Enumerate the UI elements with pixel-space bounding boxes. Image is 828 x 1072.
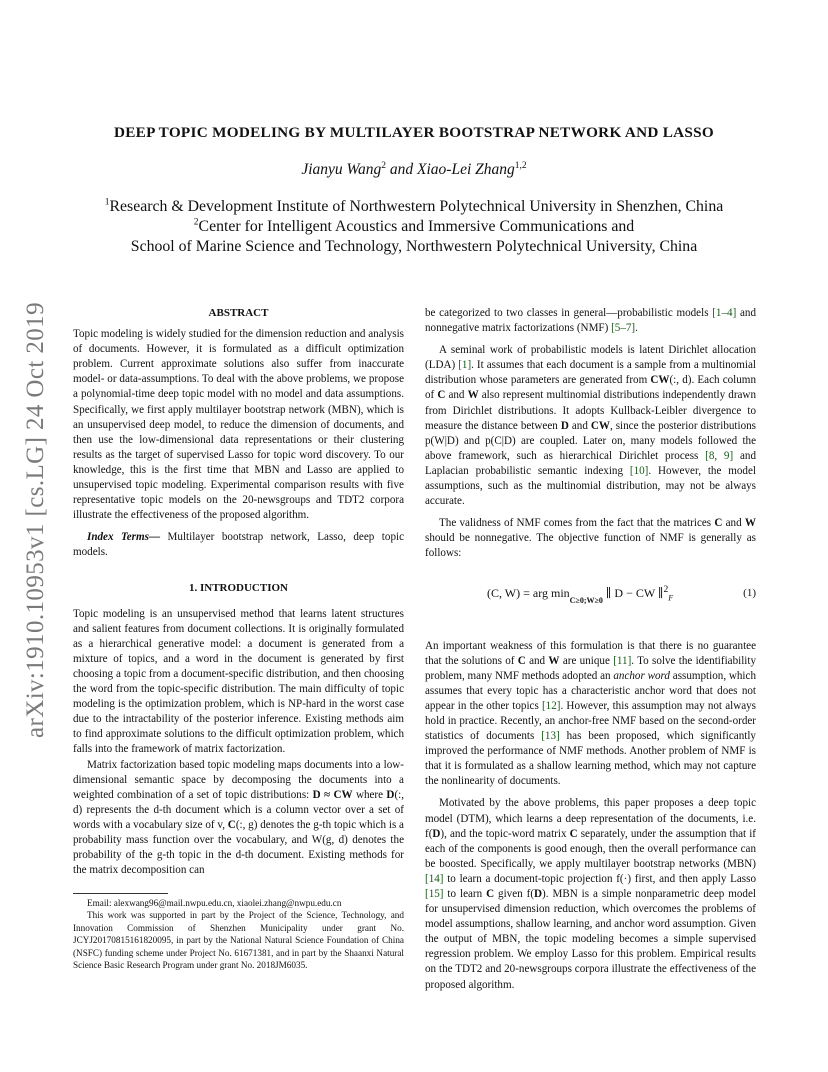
citation-link[interactable]: [15] [425,888,444,900]
equation-body: (C, W) = arg $\min_{C\ge 0;W\ge 0}$ ∥ D − CW ∥$^2_F$ [487,584,674,605]
intro-paragraph-1: Topic modeling is an unsupervised method that learns latent structures and salient features from document collections. It is originally formulated as a hierarchical generative model: a document is generated from a mixture of topics, and a word in the document is generated by first choosing a topic from a document-specific distribution, and then choosing the word from the topic-specific distribution. The main difficulty of topic modeling is the optimization problem, which is NP-hard in the worst case due to the intractability of the posterior inference. Existing methods aim to find approximate solutions to the difficult optimization problem, which falls into the framework of matrix factorization. [73,607,404,756]
affiliation-line [70,197,758,217]
affil-mark: 1 [104,197,110,208]
citation-link[interactable]: [8, 9] [705,449,734,462]
affiliation-text: Research & Development Institute of Northwestern Polytechnical University in Shenzhen, China [109,198,724,215]
index-terms-label: Index Terms— [87,531,161,544]
affil-mark: 2 [193,217,199,228]
right-paragraph-motivation: Motivated by the above problems, this paper proposes a deep topic model (DTM), which learns a deep representation of the documents, i.e. f(D), and the topic-word matrix C separately, under the assumption that if each of the components is good enough, then the overall performance can be boosted. Specifically, we apply multilayer bootstrap networks (MBN) [14] to learn a document-topic projection f(·) first, and then apply Lasso [15] to learn C given f(D). MBN is a simple nonparametric deep model for unsupervised dimension reduction, which overcomes the problems of model assumptions, shallow learning, and anchor word assumption. Given the output of MBN, the topic modeling becomes a simple supervised regression problem. We employ Lasso for this problem. Empirical results on the TDT2 and 20-newsgroups corpora illustrate the effectiveness of the proposed algorithm. [425,797,756,991]
right-paragraph-nmf: The validness of NMF comes from the fact that the matrices C and W should be nonnegative. The objective function of NMF is generally as follows: [425,517,756,560]
citation-link[interactable]: [5–7] [611,322,636,335]
affiliation-line: School of Marine Science and Technology, Northwestern Polytechnical University, China [130,238,698,255]
citation-link[interactable]: [1] [458,359,472,372]
right-paragraph-weakness: An important weakness of this formulation is that there is no guarantee that the solutions of C and W are unique [11]. To solve the identifiability problem, many NMF methods adopted an anchor word assumption, which assumes that every topic has a characteristic anchor word that does not appear in the other topics [12]. However, this assumption may not always hold in practice. Recently, an anchor-free NMF based on the second-order statistics of documents [13] has been proposed, which significantly improved the performance of NMF methods. Another problem of NMF is that it is formulated as a shallow learning method, which may not capture the nonlinearity of documents. [425,639,757,788]
intro-paragraph-2: Matrix factorization based topic modeling maps documents into a low-dimensional semantic space by decomposing the documents into a weighted combination of a set of topic distributions: D ≈ CW where D(:, d) represents the d-th document which is a column vector over a set of words with a vocabulary size of v, C(:, g) denotes the g-th topic which is a probability mass function over the vocabulary, and W(g, d) denotes the probability of the g-th topic in the d-th document. Existing methods for the matrix decomposition can [73,758,404,877]
equation-number: (1) [743,586,756,599]
index-terms [73,530,404,560]
authors-line [70,161,758,179]
right-column [425,306,756,993]
citation-link[interactable]: [14] [425,872,444,885]
affiliation-line [70,217,758,237]
arxiv-stamp [14,300,58,740]
citation-link[interactable]: [1–4] [712,307,737,319]
author-name: Jianyu Wang [301,161,382,178]
author-affil-mark: 2 [381,160,387,171]
author-affil-mark: 1,2 [514,160,527,171]
citation-link[interactable]: [10] [629,464,649,477]
left-column [73,306,404,878]
affiliation-text: Center for Intelligent Acoustics and Immersive Communications and [198,218,635,235]
right-paragraph-0: be categorized to two classes in general—probabilistic models [1–4] and nonnegative matrix factorizations (NMF) [5–7]. [425,307,756,335]
abstract-heading: ABSTRACT [208,307,269,319]
footnote-funding: This work was supported in part by the Project of the Science, Technology, and Innovation Commission of Shenzhen Municipality under grant No. JCYJ20170815161820095, in part by the National Natural Science Foundation of China (NSFC) funding scheme under Project No. 61671381, and in part by the Shaanxi Natural Science Basic Research Program under grant No. 2018JM6035. [73,910,404,971]
authors-conjunction: and [389,161,414,178]
citation-link[interactable]: [12] [541,699,561,712]
citation-link[interactable]: [11] [613,654,632,667]
arxiv-stamp-text: arXiv:1910.10953v1 [cs.LG] 24 Oct 2019 [22,302,49,738]
abstract-text: Topic modeling is widely studied for the dimension reduction and analysis of documents. However, it is formulated as a difficult optimization problem. Current approximate solutions also suffer from inaccurate model- or data-assumptions. To deal with the above problems, we propose a polynomial-time deep topic model with no model and data assumptions. Specifically, we first apply multilayer bootstrap network (MBN), which is an unsupervised deep model, to reduce the dimension of documents, and then use the low-dimensional data representations or their clustering results as the target of supervised Lasso for topic word discovery. To our knowledge, this is the first time that MBN and Lasso are applied to unsupervised topic modeling. Experimental comparison results with five representative topic models on the 20-newsgroups and TDT2 corpora illustrate the effectiveness of the proposed algorithm. [73,328,404,522]
footnote-divider [73,893,168,894]
equation-1 [425,584,756,614]
footnote-email: Email: alexwang96@mail.nwpu.edu.cn, xiaolei.zhang@nwpu.edu.cn [87,898,342,908]
citation-link[interactable]: [13] [541,730,560,743]
author-name: Xiao-Lei Zhang [417,161,515,178]
right-paragraph-lda: A seminal work of probabilistic models is latent Dirichlet allocation (LDA) [1]. It assumes that each document is a sample from a multinomial distribution whose parameters are generated from CW(:, d). Each column of C and W also represent multinomial distributions independently drawn from Dirichlet distributions. It adopts Kullback-Leibler divergence to measure the distance between D and CW, since the posterior distributions p(W|D) and p(C|D) are coupled. Later on, many models followed the above framework, such as hierarchical Dirichlet process [8, 9] and Laplacian probabilistic semantic indexing [10]. However, the model assumptions, such as the multinomial distribution, may not be always accurate. [425,344,757,508]
footnotes [73,897,404,971]
paper-title: DEEP TOPIC MODELING BY MULTILAYER BOOTSTRAP NETWORK AND LASSO [113,124,715,141]
index-terms-text: Multilayer bootstrap network, Lasso, deep topic models. [73,531,404,559]
section-heading-introduction: 1. INTRODUCTION [188,581,288,594]
affiliations [70,197,758,257]
